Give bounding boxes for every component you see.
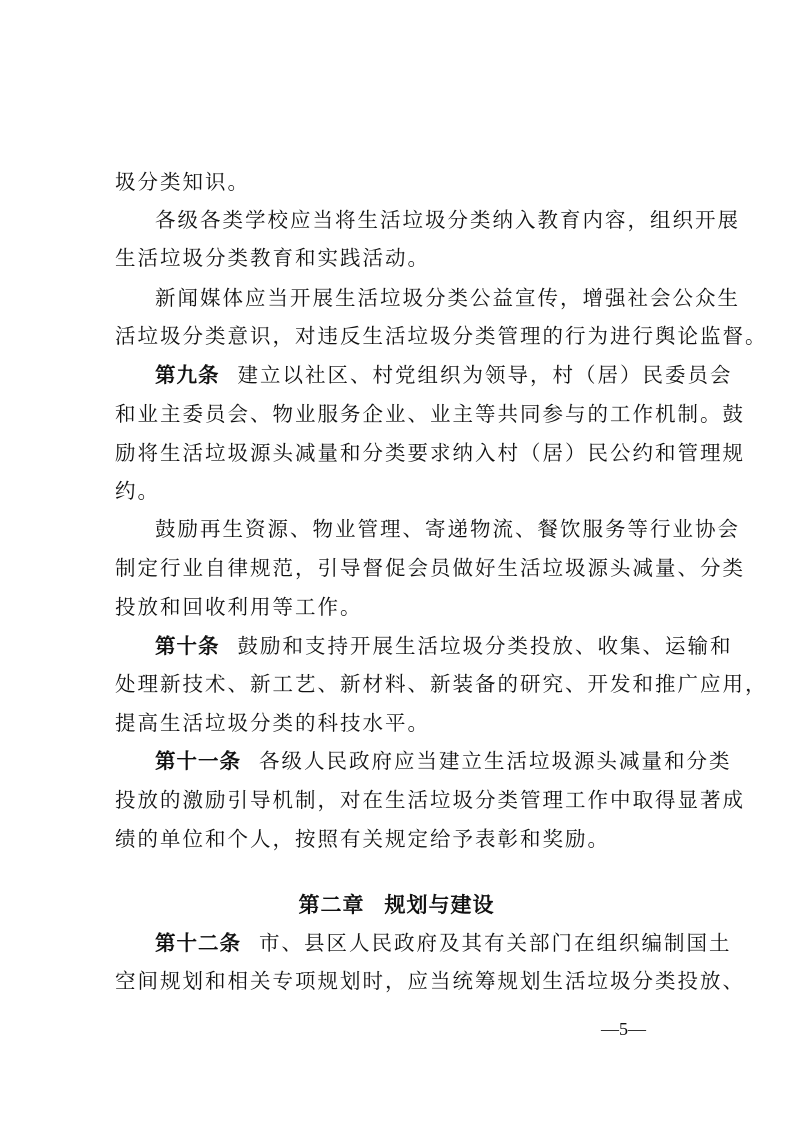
text-line: 绩的单位和个人，按照有关规定给予表彰和奖励。 [115, 827, 610, 851]
text-line: 投放和回收利用等工作。 [115, 595, 363, 619]
chapter-heading [0, 891, 793, 919]
text-line: 鼓励再生资源、物业管理、寄递物流、餐饮服务等行业协会 [155, 517, 740, 541]
text-line: 各级人民政府应当建立生活垃圾源头减量和分类 [259, 749, 732, 773]
text-line: 建立以社区、村党组织为领导，村（居）民委员会 [237, 363, 733, 387]
text-line: 市、县区人民政府及其有关部门在组织编制国土 [259, 931, 732, 955]
text-line: 制定行业自律规范，引导督促会员做好生活垃圾源头减量、分类 [115, 556, 745, 580]
text-line: 提高生活垃圾分类的科技水平。 [115, 711, 430, 735]
text-line: 各级各类学校应当将生活垃圾分类纳入教育内容，组织开展 [155, 208, 740, 232]
text-line: 活垃圾分类意识，对违反生活垃圾分类管理的行为进行舆论监督。 [115, 324, 768, 348]
article-number: 第九条 [155, 363, 220, 387]
article-number: 第十一条 [155, 749, 241, 773]
text-line: 圾分类知识。 [115, 170, 250, 194]
article-paragraph [155, 632, 733, 660]
article-number: 第十条 [155, 634, 220, 658]
text-line: 处理新技术、新工艺、新材料、新装备的研究、开发和推广应用， [115, 672, 768, 696]
page-number: —5— [601, 1019, 646, 1039]
article-paragraph [155, 929, 732, 957]
text-line: 励将生活垃圾源头减量和分类要求纳入村（居）民公约和管理规 [115, 441, 745, 465]
text-line: 和业主委员会、物业服务企业、业主等共同参与的工作机制。鼓 [115, 402, 745, 426]
text-line: 生活垃圾分类教育和实践活动。 [115, 246, 430, 270]
text-line: 鼓励和支持开展生活垃圾分类投放、收集、运输和 [237, 634, 733, 658]
text-line: 新闻媒体应当开展生活垃圾分类公益宣传，增强社会公众生 [155, 286, 740, 310]
text-line: 空间规划和相关专项规划时，应当统筹规划生活垃圾分类投放、 [115, 969, 745, 993]
chapter-number: 第二章 [298, 893, 365, 917]
article-paragraph [155, 747, 732, 775]
text-line: 投放的激励引导机制，对在生活垃圾分类管理工作中取得显著成 [115, 788, 745, 812]
article-paragraph [155, 361, 733, 389]
text-line: 约。 [115, 479, 160, 503]
article-number: 第十二条 [155, 931, 241, 955]
chapter-title: 规划与建设 [384, 893, 495, 917]
